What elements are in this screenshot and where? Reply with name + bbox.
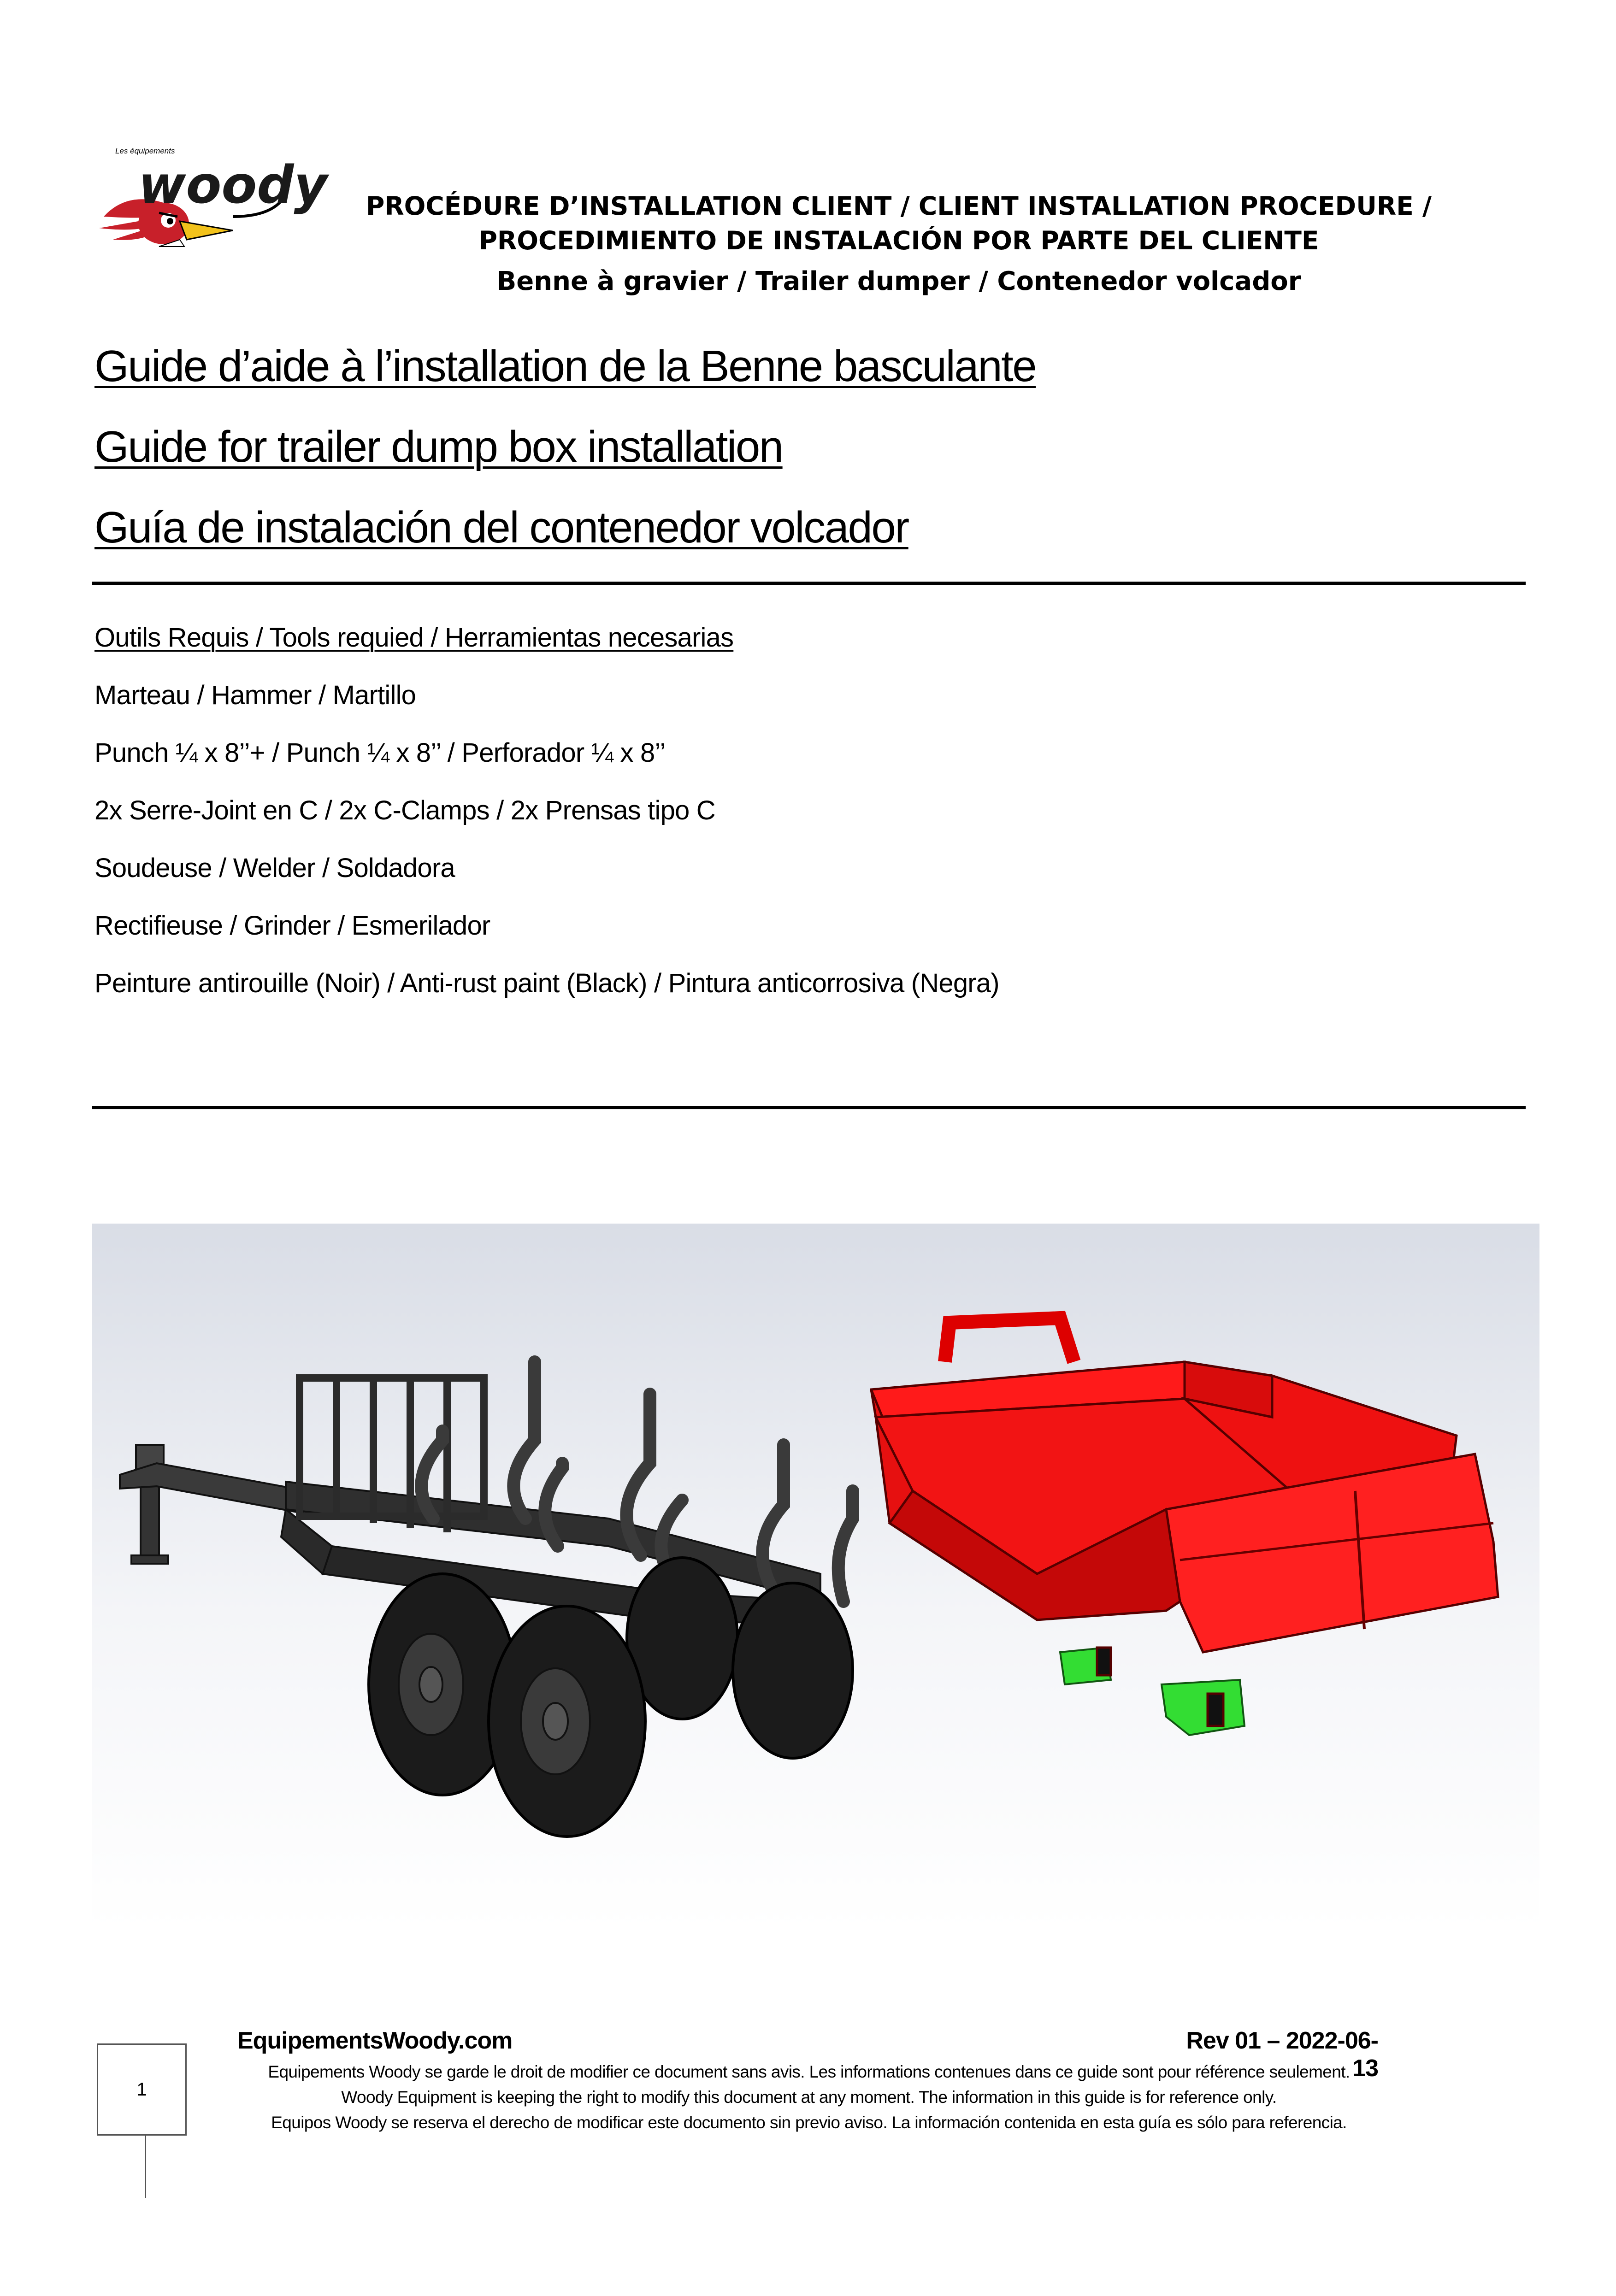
logo-wordmark: woody bbox=[138, 155, 328, 215]
disclaimer-fr: Equipements Woody se garde le droit de modifier ce document sans avis. Les informations contenues dans ce guide sont pour référence seulement. bbox=[268, 2062, 1350, 2081]
header-subtitle: Benne à gravier / Trailer dumper / Contenedor volcador bbox=[496, 266, 1301, 296]
tool-item: Peinture antirouille (Noir) / Anti-rust paint (Black) / Pintura anticorrosiva (Negra) bbox=[94, 968, 999, 998]
tool-item: Soudeuse / Welder / Soldadora bbox=[94, 853, 455, 883]
trailer-dump-box-illustration bbox=[92, 1224, 1539, 1931]
title-fr: Guide d’aide à l’installation de la Benne basculante bbox=[94, 341, 1036, 391]
page-number: 1 bbox=[136, 2079, 147, 2100]
disclaimer-en: Woody Equipment is keeping the right to modify this document at any moment. The information in this guide is for reference only. bbox=[341, 2088, 1277, 2107]
footer-revision: Rev 01 – 2022-06-13 bbox=[1186, 2027, 1378, 2082]
title-en: Guide for trailer dump box installation bbox=[94, 422, 783, 471]
logo-tagline: Les équipements bbox=[115, 147, 175, 155]
title-es: Guía de instalación del contenedor volcador bbox=[94, 503, 908, 552]
tool-item: Punch ¼ x 8’’+ / Punch ¼ x 8’’ / Perforador ¼ x 8’’ bbox=[94, 738, 666, 768]
tool-item: Rectifieuse / Grinder / Esmerilador bbox=[94, 911, 490, 941]
divider-top bbox=[92, 582, 1526, 585]
header-line-2: PROCEDIMIENTO DE INSTALACIÓN POR PARTE DEL CLIENTE bbox=[478, 226, 1319, 255]
tool-item: Marteau / Hammer / Martillo bbox=[94, 680, 416, 710]
header-line-1: PROCÉDURE D’INSTALLATION CLIENT / CLIENT INSTALLATION PROCEDURE / bbox=[366, 191, 1432, 221]
divider-bottom bbox=[92, 1106, 1526, 1109]
woody-logo bbox=[94, 147, 328, 258]
page-number-box bbox=[97, 2043, 187, 2136]
tools-heading: Outils Requis / Tools requied / Herramientas necesarias bbox=[94, 623, 734, 653]
tool-item: 2x Serre-Joint en C / 2x C-Clamps / 2x Prensas tipo C bbox=[94, 795, 715, 825]
footer-website: EquipementsWoody.com bbox=[237, 2027, 513, 2054]
disclaimer-es: Equipos Woody se reserva el derecho de modificar este documento sin previo aviso. La información contenida en esta guía es sólo para referencia. bbox=[271, 2113, 1347, 2132]
page-box-leader-line bbox=[145, 2136, 146, 2198]
